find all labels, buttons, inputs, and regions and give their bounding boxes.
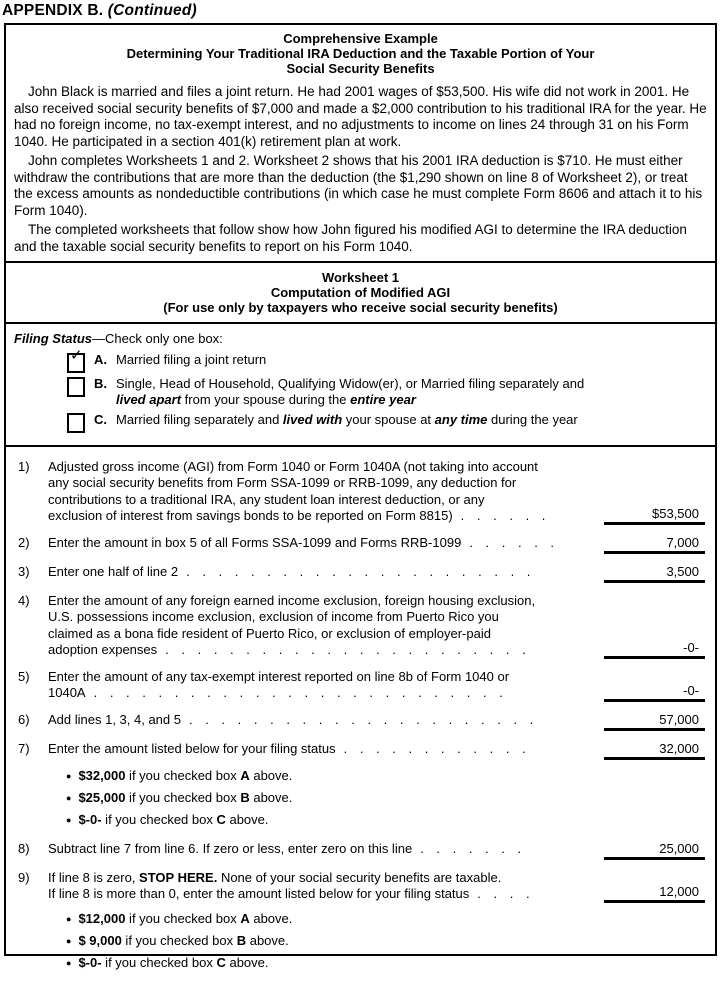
leader-dots: . . . . . . . . . . . . . . . . . . . . . .	[188, 711, 534, 727]
line-3-text: Enter one half of line 2 . . . . . . . . . . . . . . . . . . . . . .	[48, 563, 531, 579]
option-c-pre: Married filing separately and	[116, 411, 283, 427]
option-a-text: Married filing a joint return	[116, 351, 267, 367]
line-number: 8)	[18, 840, 30, 856]
filing-status-label: Filing Status	[14, 331, 92, 346]
checkbox-c[interactable]	[67, 413, 85, 433]
option-c-text	[116, 412, 707, 433]
line-9-options	[66, 908, 705, 974]
bullet-item: ● $25,000 if you checked box B above.	[66, 789, 293, 805]
bullet-icon: ●	[66, 935, 72, 946]
option-a-letter: A.	[94, 351, 107, 367]
worksheet-line-3	[12, 564, 705, 583]
option-b-entire-year: entire year	[350, 392, 416, 407]
worksheet-header	[6, 261, 715, 324]
worksheet-title: Worksheet 1	[321, 270, 400, 285]
leader-dots: . . . . . . . . . . . . . . . . . . . . . . . . . .	[93, 685, 503, 700]
leader-dots: . . . . . . . . . . . . . . . . . . . . . . .	[165, 642, 526, 657]
line-5-text: Enter the amount of any tax-exempt interest reported on line 8b of Form 1040 or 1040A . . . . . . . . . . . . . . . . . . . . . . . . . .	[48, 668, 510, 700]
document-frame	[4, 23, 717, 970]
leader-dots: . . . . . .	[469, 534, 555, 550]
bullet-item: ● $ 9,000 if you checked box B above.	[66, 932, 289, 948]
option-c-any-time: any time	[434, 411, 488, 427]
line-6-text: Add lines 1, 3, 4, and 5 . . . . . . . . . . . . . . . . . . . . . .	[48, 711, 534, 727]
appendix-title: APPENDIX B.	[2, 2, 104, 19]
line-number: 2)	[18, 534, 30, 550]
leader-dots: . . . . . . . . . . . . . . . . . . . . . .	[186, 563, 531, 579]
filing-status-instruction: —Check only one box:	[92, 331, 223, 346]
line-9-text: If line 8 is zero, STOP HERE. None of your social security benefits are taxable. If line 8 is more than 0, enter the amount listed below for your filing status . . . .	[48, 869, 530, 901]
bullet-icon: ●	[66, 792, 72, 803]
bullet-item: ● $12,000 if you checked box A above.	[66, 910, 293, 926]
leader-dots: . . . . . . .	[420, 840, 522, 856]
example-title-line3: Social Security Benefits	[286, 61, 435, 76]
filing-option-c	[67, 412, 707, 433]
line-7-options	[66, 765, 705, 831]
option-c-lived-with: lived with	[282, 411, 343, 427]
worksheet-line-6	[12, 712, 705, 731]
line-7-amount: 32,000	[604, 741, 705, 760]
checkbox-b[interactable]	[67, 377, 85, 397]
option-b-lived-apart: lived apart	[116, 392, 182, 407]
intro-paragraph-3: The completed worksheets that follow show how John figured his modified AGI to determine the IRA deduction and the taxable social security benefits to report on his Form 1040.	[14, 222, 687, 254]
option-b-line1: Single, Head of Household, Qualifying Widow(er), or Married filing separately and	[116, 375, 585, 391]
worksheet-line-4	[12, 593, 705, 659]
option-c-mid: your spouse at	[342, 411, 435, 427]
example-title-line2: Determining Your Traditional IRA Deduction and the Taxable Portion of Your	[126, 46, 595, 61]
line-number: 7)	[18, 740, 30, 756]
leader-dots: . . . .	[477, 886, 530, 901]
line-2-amount: 7,000	[604, 535, 705, 554]
line-9-amount: 12,000	[604, 884, 705, 903]
line-1-amount: $53,500	[604, 506, 705, 525]
worksheet-line-2	[12, 535, 705, 554]
bullet-icon: ●	[66, 814, 72, 825]
bullet-item: ● $-0- if you checked box C above.	[66, 954, 269, 970]
bullet-icon: ●	[66, 957, 72, 968]
worksheet-lines	[6, 447, 715, 988]
line-8-amount: 25,000	[604, 841, 705, 860]
worksheet-subtitle: Computation of Modified AGI	[270, 285, 451, 300]
line-1-text: Adjusted gross income (AGI) from Form 1040 or Form 1040A (not taking into account any social security benefits from Form SSA-1099 or RRB-1099, any deduction for contributions to a traditional IRA, any student loan interest deduction, or any exclusion of interest from savings bonds to be reported on Form 8815) . . . . . .	[48, 458, 546, 523]
line-4-amount: -0-	[604, 640, 705, 659]
intro-paragraph-2: John completes Worksheets 1 and 2. Worksheet 2 shows that his 2001 IRA deduction is $710. He must either withdraw the contributions that are more than the deduction (the $1,290 shown on line 8 of Worksheet 2), or treat the excess amounts as nondeductible contributions (in which case he must complete Form 8606 and attach it to his Form 1040).	[14, 153, 703, 218]
option-b-letter: B.	[94, 375, 107, 391]
worksheet-line-1	[12, 459, 705, 525]
filing-option-a	[67, 346, 707, 373]
bullet-item: ● $-0- if you checked box C above.	[66, 811, 269, 827]
worksheet-line-5	[12, 669, 705, 702]
example-intro	[6, 84, 715, 261]
worksheet-line-8	[12, 841, 705, 860]
option-c-letter: C.	[94, 411, 107, 427]
leader-dots: . . . . . . . . . . . .	[343, 740, 526, 756]
filing-status-heading	[14, 331, 707, 348]
line-3-amount: 3,500	[604, 564, 705, 583]
bullet-item: ● $32,000 if you checked box A above.	[66, 767, 293, 783]
worksheet-line-7	[12, 741, 705, 831]
option-c-post: during the year	[487, 411, 578, 427]
line-5-amount: -0-	[604, 683, 705, 702]
example-title	[6, 25, 715, 81]
line-number: 9)	[18, 869, 30, 885]
checkmark-icon: ✓	[70, 346, 83, 364]
checkbox-a[interactable]	[67, 346, 85, 373]
filing-status-section	[6, 324, 715, 447]
line-2-text: Enter the amount in box 5 of all Forms SSA-1099 and Forms RRB-1099 . . . . . .	[48, 534, 555, 550]
appendix-continued: (Continued)	[107, 2, 197, 19]
worksheet-note: (For use only by taxpayers who receive social security benefits)	[163, 300, 558, 315]
line-4-text: Enter the amount of any foreign earned income exclusion, foreign housing exclusion, U.S. possessions income exclusion, exclusion of income from Puerto Rico you claimed as a bona fide resident of Puerto Rico, or exclusion of employer-paid adoption expenses . . . . . . . . . . . . . . . . . . . . . . .	[48, 592, 536, 657]
option-b-text	[116, 376, 707, 409]
filing-option-b	[67, 376, 707, 409]
line-8-text: Subtract line 7 from line 6. If zero or less, enter zero on this line . . . . . . .	[48, 840, 522, 856]
line-number: 4)	[18, 592, 30, 608]
option-b-mid: from your spouse during the	[181, 392, 351, 407]
line-number: 1)	[18, 458, 30, 474]
leader-dots: . . . . . .	[460, 508, 546, 523]
worksheet-line-9	[12, 870, 705, 974]
line-number: 5)	[18, 668, 30, 684]
line-number: 3)	[18, 563, 30, 579]
intro-paragraph-1: John Black is married and files a joint return. He had 2001 wages of $53,500. His wife did not work in 2001. He also received social security benefits of $7,000 and made a $2,000 contribution to his traditional IRA for the year. He had no foreign income, no tax-exempt interest, and no adjustments to income on lines 24 through 31 on his Form 1040. He participated in a section 401(k) retirement plan at work.	[14, 84, 707, 149]
page-title	[2, 2, 721, 20]
example-title-line1: Comprehensive Example	[283, 31, 438, 46]
line-number: 6)	[18, 711, 30, 727]
stop-here-label: STOP HERE.	[139, 869, 218, 885]
bullet-icon: ●	[66, 913, 72, 924]
bullet-icon: ●	[66, 770, 72, 781]
line-6-amount: 57,000	[604, 712, 705, 731]
line-7-text: Enter the amount listed below for your filing status . . . . . . . . . . . .	[48, 740, 526, 756]
